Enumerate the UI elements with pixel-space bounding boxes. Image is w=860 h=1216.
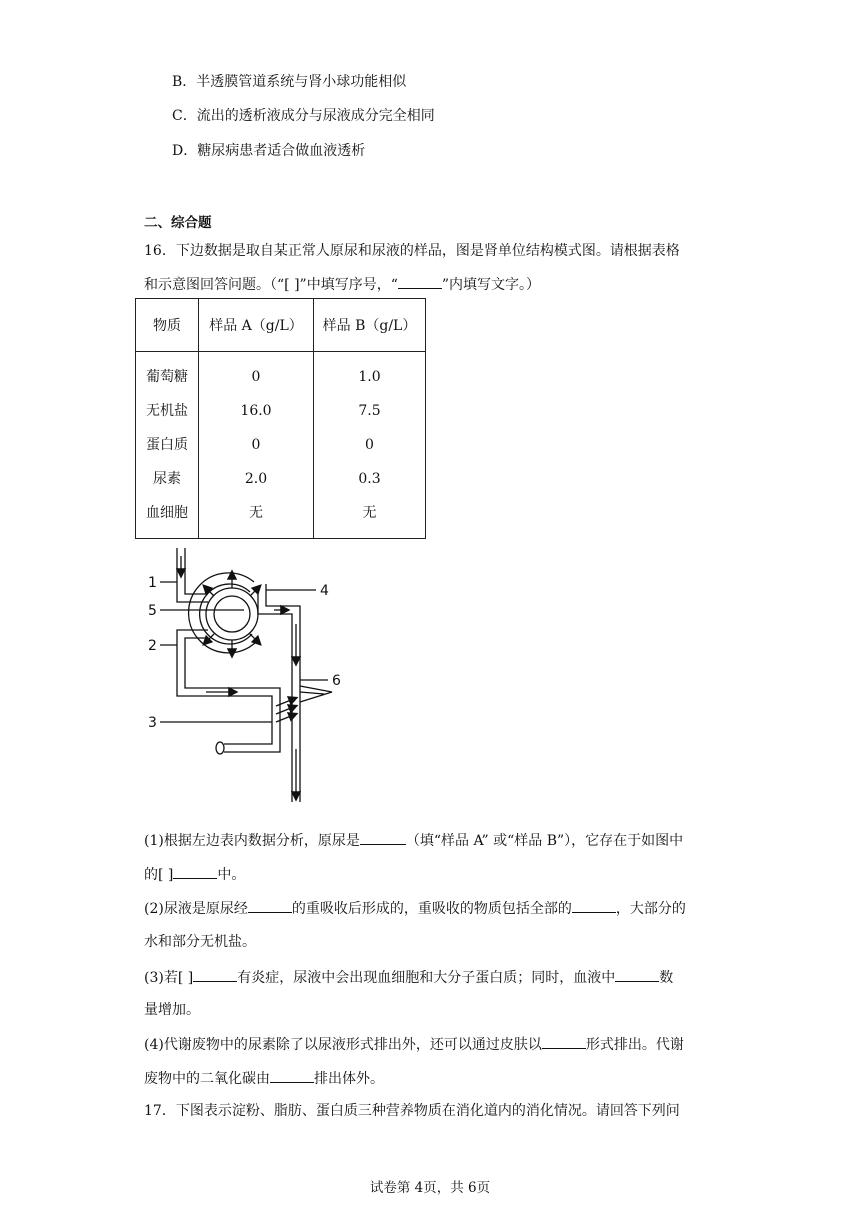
table-cell: 0.3 xyxy=(358,471,381,487)
table-cell: 无机盐 xyxy=(146,403,188,419)
option-b: B．半透膜管道系统与肾小球功能相似 xyxy=(172,74,407,90)
sample-table xyxy=(135,298,426,539)
part3-text-a: (3)若[ ] xyxy=(144,970,194,986)
diagram-label-3: 3 xyxy=(148,715,157,731)
diagram-label-6: 6 xyxy=(332,673,341,689)
part4-text-d: 排出体外。 xyxy=(314,1071,384,1087)
table-column-sample-a xyxy=(199,352,314,539)
part1-text-d: 中。 xyxy=(217,867,246,883)
table-cell: 无 xyxy=(362,505,377,521)
flow-arrow xyxy=(276,706,296,714)
capillary-network xyxy=(300,686,332,702)
diagram-label-1: 1 xyxy=(148,575,157,591)
q16-part2-line2: 水和部分无机盐。 xyxy=(144,934,256,950)
intro-blank xyxy=(398,274,442,289)
q16-part3-line2: 量增加。 xyxy=(144,1002,200,1018)
table-header: 物质 xyxy=(136,299,199,352)
table-header: 样品 B（g/L） xyxy=(314,299,426,352)
table-cell: 无 xyxy=(249,505,263,521)
page-footer: 试卷第 4页，共 6页 xyxy=(369,1180,491,1196)
q16-part3-line1 xyxy=(144,967,673,988)
q16-intro-text-b: ”内填写文字。） xyxy=(441,277,541,293)
part1-text-c: 的[ ] xyxy=(144,867,174,883)
nephron-diagram xyxy=(146,544,356,806)
q16-part4-line1 xyxy=(144,1034,684,1055)
option-c: C．流出的透析液成分与尿液成分完全相同 xyxy=(172,108,435,124)
part3-text-b: 有炎症，尿液中会出现血细胞和大分子蛋白质；同时，血液中 xyxy=(237,970,616,986)
table-cell: 0 xyxy=(251,437,261,453)
table-cell: 血细胞 xyxy=(146,505,188,521)
table-column-sample-b xyxy=(314,352,426,539)
table-cell: 2.0 xyxy=(244,471,268,487)
q16-intro-line2 xyxy=(144,274,540,295)
part2-text-b: 的重吸收后形成的，重吸收的物质包括全部的 xyxy=(291,901,572,917)
answer-blank xyxy=(615,967,659,982)
table-cell: 蛋白质 xyxy=(146,437,188,453)
part1-text-a: (1)根据左边表内数据分析，原尿是 xyxy=(144,833,360,849)
answer-blank xyxy=(270,1068,314,1083)
part4-text-c: 废物中的二氧化碳由 xyxy=(144,1071,270,1087)
option-d: D．糖尿病患者适合做血液透析 xyxy=(172,143,366,159)
answer-blank xyxy=(572,898,616,913)
part4-text-b: 形式排出。代谢 xyxy=(585,1037,684,1053)
table-cell: 葡萄糖 xyxy=(146,369,188,385)
part1-text-b: （填“样品 A” 或“样品 B”），它存在于如图中 xyxy=(405,833,684,849)
table-column-substance xyxy=(136,352,199,539)
part2-text-a: (2)尿液是原尿经 xyxy=(144,901,248,917)
q17-intro-line1: 17．下图表示淀粉、脂肪、蛋白质三种营养物质在消化道内的消化情况。请回答下列问 xyxy=(144,1103,680,1119)
answer-blank xyxy=(248,898,292,913)
flow-arrow xyxy=(276,698,296,706)
answer-blank xyxy=(542,1034,586,1049)
part2-text-c: ，大部分的 xyxy=(615,901,686,917)
q16-part4-line2 xyxy=(144,1068,384,1089)
efferent-arteriole xyxy=(177,630,280,752)
flow-arrow xyxy=(276,714,296,722)
renal-tubule xyxy=(258,584,300,802)
diagram-label-2: 2 xyxy=(148,638,157,654)
q16-intro-text-a: 和示意图回答问题。（“[ ]”中填写序号，“ xyxy=(144,277,398,293)
q16-part1-line2 xyxy=(144,864,245,885)
table-cell: 1.0 xyxy=(358,369,381,385)
answer-blank xyxy=(193,967,237,982)
part4-text-a: (4)代谢废物中的尿素除了以尿液形式排出外，还可以通过皮肤以 xyxy=(144,1037,542,1053)
diagram-label-4: 4 xyxy=(320,583,329,599)
q16-part2-line1 xyxy=(144,898,686,919)
q16-intro-line1: 16．下边数据是取自某正常人原尿和尿液的样品，图是肾单位结构模式图。请根据表格 xyxy=(144,243,680,259)
part3-text-c: 数 xyxy=(659,970,674,986)
table-header: 样品 A（g/L） xyxy=(199,299,314,352)
section-title: 二、综合题 xyxy=(144,215,212,231)
table-cell: 16.0 xyxy=(240,403,272,419)
answer-blank xyxy=(173,864,217,879)
table-cell: 尿素 xyxy=(153,471,181,487)
table-cell: 0 xyxy=(251,369,261,385)
table-cell: 7.5 xyxy=(358,403,381,419)
answer-blank xyxy=(360,830,406,845)
diagram-label-5: 5 xyxy=(148,603,157,619)
q16-part1-line1 xyxy=(144,830,683,851)
table-cell: 0 xyxy=(365,437,374,453)
